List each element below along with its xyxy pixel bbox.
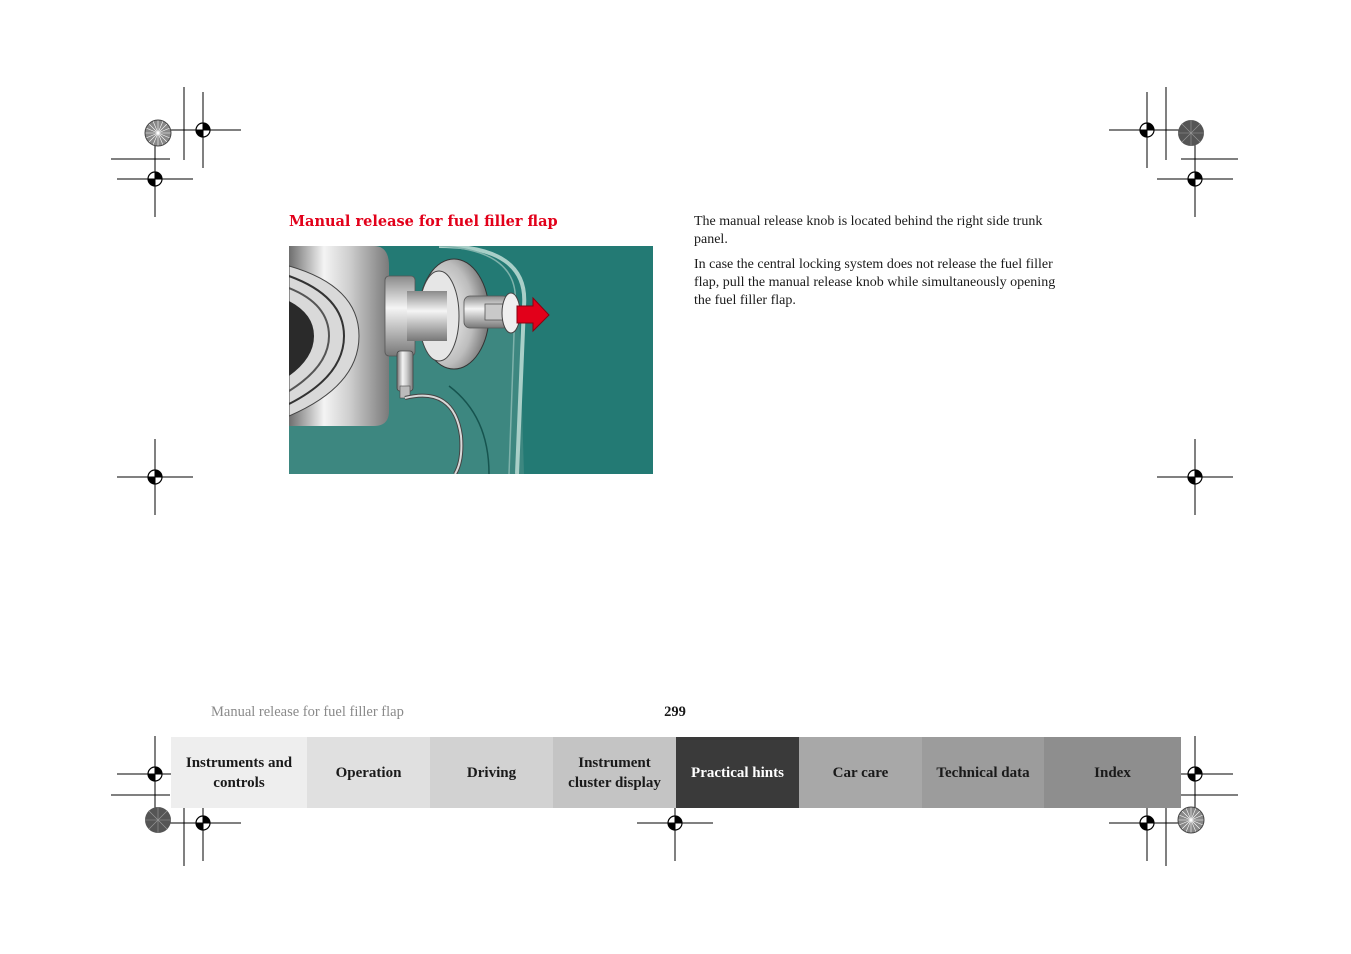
tab-instrument-cluster-display[interactable]: Instrument cluster display <box>553 737 676 808</box>
tab-index[interactable]: Index <box>1044 737 1181 808</box>
tab-technical-data[interactable]: Technical data <box>922 737 1044 808</box>
tab-practical-hints[interactable]: Practical hints <box>676 737 799 808</box>
page-number: 299 <box>664 704 686 720</box>
paragraph: In case the central locking system does not release the fuel filler flap, pull the manual release knob while simultaneously opening the fuel filler flap. <box>694 257 1056 308</box>
section-title: Manual release for fuel filler flap <box>289 213 558 230</box>
tab-operation[interactable]: Operation <box>307 737 430 808</box>
tab-car-care[interactable]: Car care <box>799 737 922 808</box>
fuel-filler-release-illustration <box>289 246 653 474</box>
tab-driving[interactable]: Driving <box>430 737 553 808</box>
body-text <box>694 213 1066 317</box>
tab-instruments-and-controls[interactable]: Instruments and controls <box>171 737 307 808</box>
footer-section-title: Manual release for fuel filler flap <box>211 704 404 720</box>
chapter-tabs <box>171 737 1181 808</box>
paragraph: The manual release knob is located behind the right side trunk panel. <box>694 214 1043 247</box>
